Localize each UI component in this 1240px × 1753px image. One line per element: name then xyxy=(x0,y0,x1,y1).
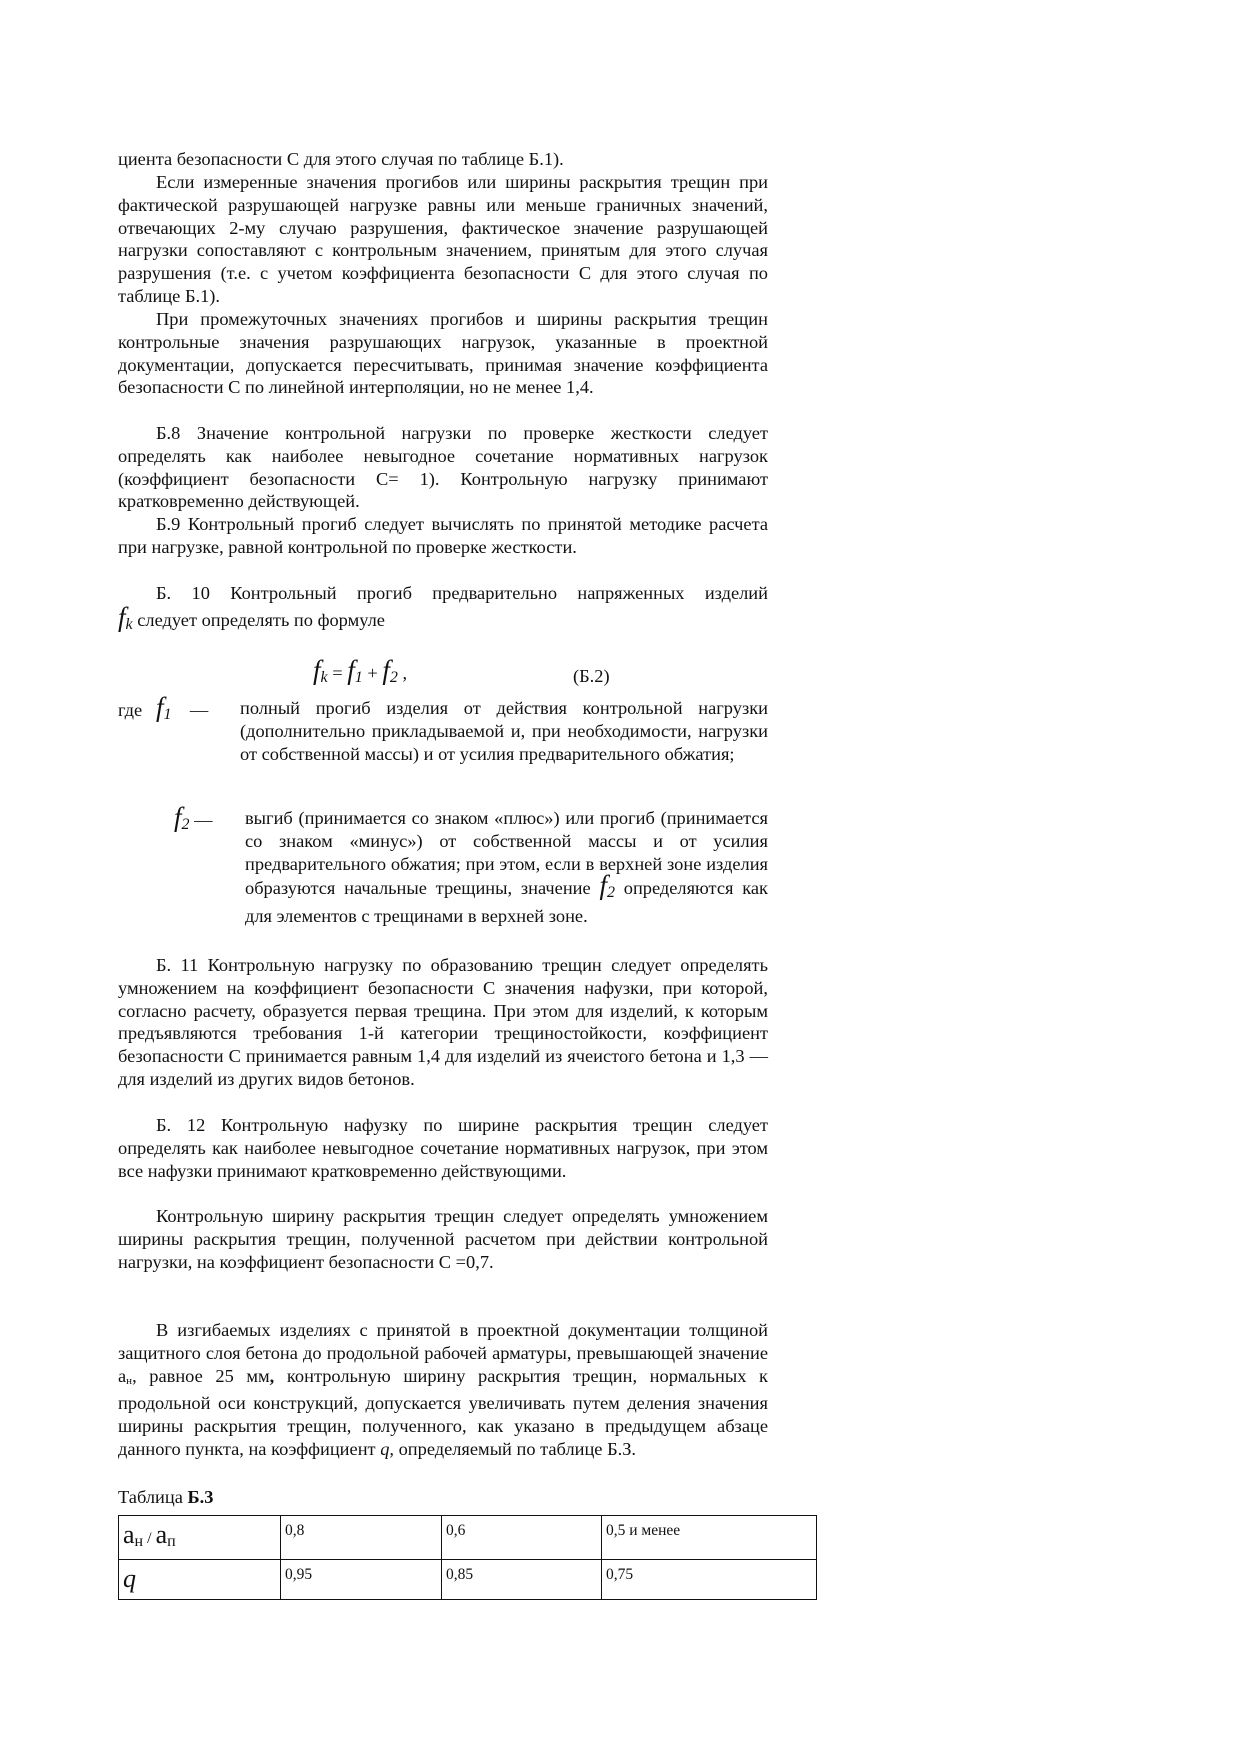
symbol-f: f xyxy=(118,601,126,632)
formula-expression: fk = f1 + f2 , xyxy=(313,655,408,686)
table-cell: 0,5 и менее xyxy=(602,1516,817,1560)
paragraph-b10-tail: следует определять по формуле xyxy=(137,609,385,630)
table-cell: 0,6 xyxy=(442,1516,602,1560)
table-b3 xyxy=(118,1515,817,1600)
paragraph-control-width: Контрольную ширину раскрытия трещин следует определять умножением ширины раскрытия трещин, полученной расчетом при действии контрольной нагрузки, на коэффициент безопасности С =0,7. xyxy=(118,1206,768,1272)
table-cell: 0,85 xyxy=(442,1560,602,1600)
definition-f1-body: полный прогиб изделия от действия контрольной нагрузки (дополнительно прикладываемой и, при необходимости, нагрузки от собственной массы) и от усилия предварительного обжатия; xyxy=(240,698,768,764)
paragraph-b9: Б.9 Контрольный прогиб следует вычислять по принятой методике расчета при нагрузке, равной контрольной по проверке жесткости. xyxy=(118,514,768,557)
definition-f2-body: выгиб (принимается со знаком «плюс») или прогиб (принимается со знаком «минус») от собственной массы и от усилия предварительного обжатия; при этом, если в верхней зоне изделия образуются начальные трещины, значение f2 определяются как для элементов с трещинами в верхней зоне. xyxy=(245,808,768,927)
paragraph-b12: Б. 12 Контрольную нафузку по ширине раскрытия трещин следует определять как наиболее невыгодное сочетание нормативных нагрузок, при этом все нафузки принимают кратковременно действующими. xyxy=(118,1115,768,1181)
table-cell: 0,8 xyxy=(281,1516,442,1560)
paragraph-b10-line2 xyxy=(118,601,768,637)
paragraph-bending-products: В изгибаемых изделиях с принятой в проектной документации толщиной защитного слоя бетона до продольной рабочей арматуры, превышающей значение ан, равное 25 мм, контрольную ширину раскрытия трещин, нормальных к продольной оси конструкций, допускается увеличивать путем деления значения ширины раскрытия трещин, полученного, как указано в предыдущем абзаце данного пункта, на коэффициент q, определяемый по таблице Б.З. xyxy=(118,1320,768,1459)
paragraph-b8: Б.8 Значение контрольной нагрузки по проверке жесткости следует определять как наиболее невыгодное сочетание нормативных нагрузок (коэффициент безопасности С= 1). Контрольную нагрузку принимают кратковременно действующей. xyxy=(118,423,768,512)
formula-b2 xyxy=(118,655,768,694)
symbol-k: k xyxy=(125,615,133,633)
paragraph-b11: Б. 11 Контрольную нагрузку по образованию трещин следует определять умножением на коэффициент безопасности С значения нафузки, при которой, согласно расчету, образуется первая трещина. При этом для изделий, к которым предъявляются требования 1-й категории трещиностойкости, коэффициент безопасности С принимается равным 1,4 для изделий из ячеистого бетона и 1,3 — для изделий из других видов бетонов. xyxy=(118,955,768,1089)
paragraph-continuation: циента безопасности С для этого случая по таблице Б.1). xyxy=(118,149,564,169)
table-cell: 0,95 xyxy=(281,1560,442,1600)
paragraph-measured-values: Если измеренные значения прогибов или ширины раскрытия трещин при фактической разрушающей нагрузке равны или меньше граничных значений, отвечающих 2-му случаю разрушения, фактическое значение разрушающей нагрузки сопоставляют с контрольным значением, принятым для этого случая разрушения (т.е. с учетом коэффициента безопасности С для этого случая по таблице Б.1). xyxy=(118,172,768,306)
table-row xyxy=(119,1516,817,1560)
formula-definitions xyxy=(118,692,768,947)
definition-f1-term: где f1 — xyxy=(118,692,209,723)
formula-number: (Б.2) xyxy=(573,666,610,686)
table-cell: 0,75 xyxy=(602,1560,817,1600)
paragraph-b10-line1: Б. 10 Контрольный прогиб предварительно напряженных изделий xyxy=(156,583,768,603)
table-row-label-ratio: ан / ап xyxy=(119,1516,281,1560)
table-row xyxy=(119,1560,817,1600)
table-caption: Таблица Б.3 xyxy=(118,1487,214,1507)
paragraph-intermediate-values: При промежуточных значениях прогибов и ширины раскрытия трещин контрольные значения разрушающих нагрузок, указанные в проектной документации, допускается пересчитывать, принимая значение коэффициента безопасности С по линейной интерполяции, но не менее 1,4. xyxy=(118,309,768,398)
table-row-label-q: q xyxy=(119,1560,281,1600)
definition-f2-term: f2 — xyxy=(174,802,213,833)
paragraph-b10 xyxy=(118,582,768,637)
